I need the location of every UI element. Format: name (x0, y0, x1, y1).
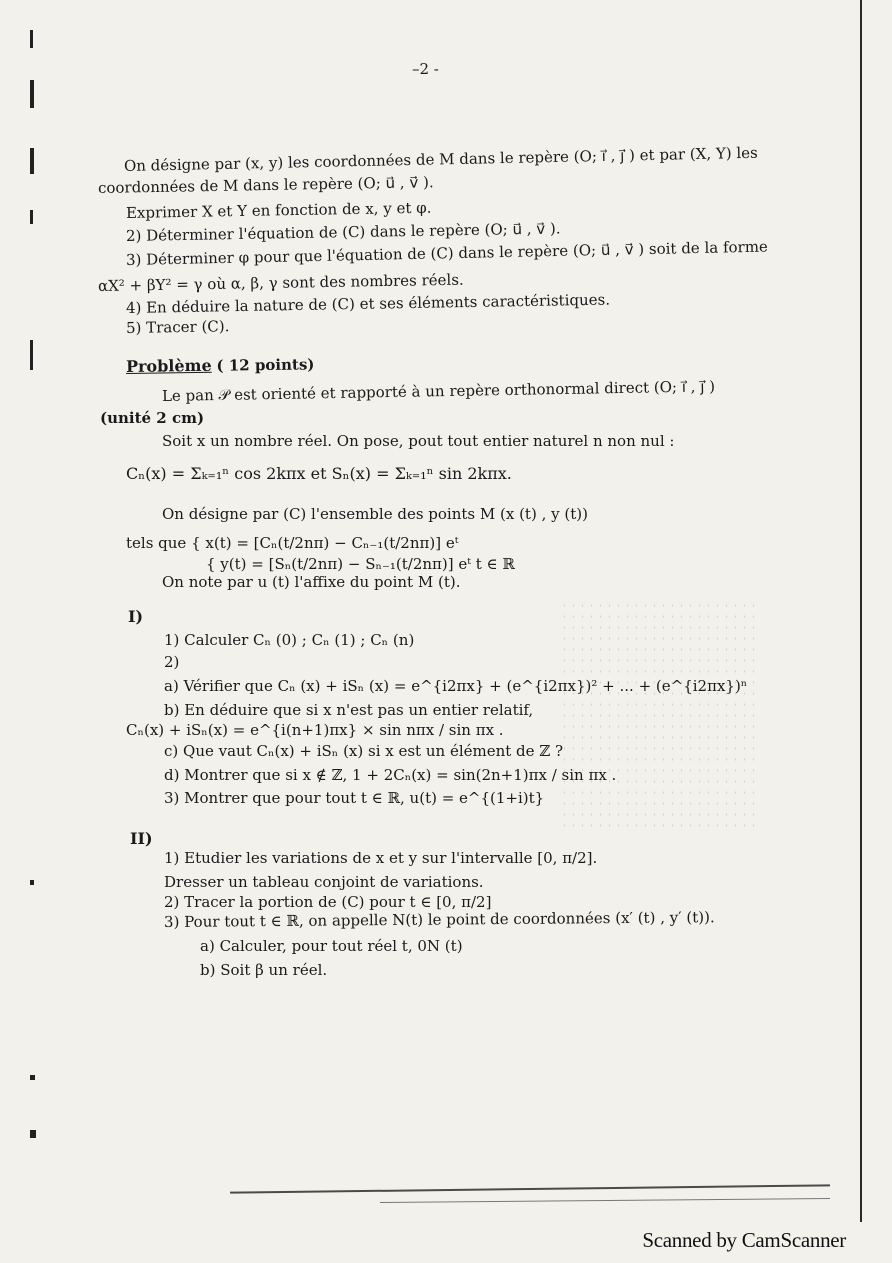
part2-item-1b: Dresser un tableau conjoint de variations. (164, 873, 484, 891)
margin-mark (30, 1075, 35, 1080)
header-line-4: 2) Déterminer l'équation de (C) dans le repère (O; u⃗ , v⃗ ). (125, 219, 561, 245)
problem-intro-2: (unité 2 cm) (100, 409, 205, 427)
scan-border-right (860, 0, 862, 1222)
header-line-7: 4) En déduire la nature de (C) et ses éléments caractéristiques. (125, 290, 611, 317)
part2-item-2: 2) Tracer la portion de (C) pour t ∈ [0, π/2] (164, 893, 492, 911)
header-line-6: αX² + βY² = γ où α, β, γ sont des nombres réels. (97, 270, 464, 295)
part1-item-2: 2) (164, 653, 180, 671)
sum-definitions: Cₙ(x) = Σₖ₌₁ⁿ cos 2kπx et Sₙ(x) = Σₖ₌₁ⁿ sin 2kπx. (126, 464, 512, 483)
part2-item-3b: b) Soit β un réel. (200, 961, 328, 979)
problem-heading (126, 355, 315, 376)
margin-mark (30, 148, 34, 174)
scan-noise (560, 600, 760, 830)
scanner-watermark: Scanned by CamScanner (642, 1228, 846, 1252)
margin-mark (30, 30, 33, 48)
problem-intro-3: Soit x un nombre réel. On pose, pout tout entier naturel n non nul : (162, 432, 675, 450)
part1-label: I) (128, 607, 144, 626)
part1-item-3: 3) Montrer que pour tout t ∈ ℝ, u(t) = e^{(1+i)t} (164, 789, 545, 807)
scan-border-bottom (230, 1184, 830, 1193)
header-line-8: 5) Tracer (C). (125, 317, 230, 337)
scan-border-bottom-inner (380, 1198, 830, 1203)
part2-item-3a: a) Calculer, pour tout réel t, 0N (t) (200, 937, 463, 955)
margin-mark (30, 880, 34, 885)
system-x: tels que { x(t) = [Cₙ(t/2nπ) − Cₙ₋₁(t/2nπ)] eᵗ (126, 534, 459, 552)
problem-points: ( 12 points) (216, 355, 315, 375)
problem-intro-1: Le pan 𝒫 est orienté et rapporté à un repère orthonormal direct (O; i⃗ , j⃗ ) (161, 377, 716, 405)
part1-item-2c: c) Que vaut Cₙ(x) + iSₙ (x) si x est un élément de ℤ ? (164, 742, 564, 760)
header-line-3: Exprimer X et Y en fonction de x, y et φ. (125, 198, 432, 222)
part1-item-2a: a) Vérifier que Cₙ (x) + iSₙ (x) = e^{i2πx} + (e^{i2πx})² + ... + (e^{i2πx})ⁿ (164, 677, 748, 695)
part2-label: II) (130, 829, 153, 848)
header-line-2: coordonnées de M dans le repère (O; u⃗ , v⃗ ). (97, 173, 434, 197)
page-number: –2 - (412, 60, 439, 78)
problem-intro-5: On désigne par (C) l'ensemble des points M (x (t) , y (t)) (162, 505, 588, 523)
part1-item-2b: b) En déduire que si x n'est pas un entier relatif, (164, 701, 534, 719)
problem-intro-8: On note par u (t) l'affixe du point M (t). (162, 573, 461, 591)
part1-item-2d: d) Montrer que si x ∉ ℤ, 1 + 2Cₙ(x) = sin(2n+1)πx / sin πx . (164, 766, 617, 784)
header-line-5: 3) Déterminer φ pour que l'équation de (C) dans le repère (O; u⃗ , v⃗ ) soit de la forme (125, 237, 769, 269)
part2-item-1: 1) Etudier les variations de x et y sur l'intervalle [0, π/2]. (164, 849, 598, 867)
header-line-1: On désigne par (x, y) les coordonnées de M dans le repère (O; i⃗ , j⃗ ) et par (X, Y) les (123, 143, 758, 175)
margin-mark (30, 210, 33, 224)
part2-item-3: 3) Pour tout t ∈ ℝ, on appelle N(t) le point de coordonnées (x′ (t) , y′ (t)). (163, 908, 715, 931)
margin-mark (30, 340, 33, 370)
margin-mark (30, 1130, 36, 1138)
part1-item-2b-formula: Cₙ(x) + iSₙ(x) = e^{i(n+1)πx} × sin nπx / sin πx . (126, 721, 504, 739)
part1-item-1: 1) Calculer Cₙ (0) ; Cₙ (1) ; Cₙ (n) (164, 631, 415, 649)
problem-title: Problème (125, 355, 212, 376)
margin-mark (30, 80, 34, 108)
system-y: { y(t) = [Sₙ(t/2nπ) − Sₙ₋₁(t/2nπ)] eᵗ t ∈ ℝ (206, 555, 515, 573)
